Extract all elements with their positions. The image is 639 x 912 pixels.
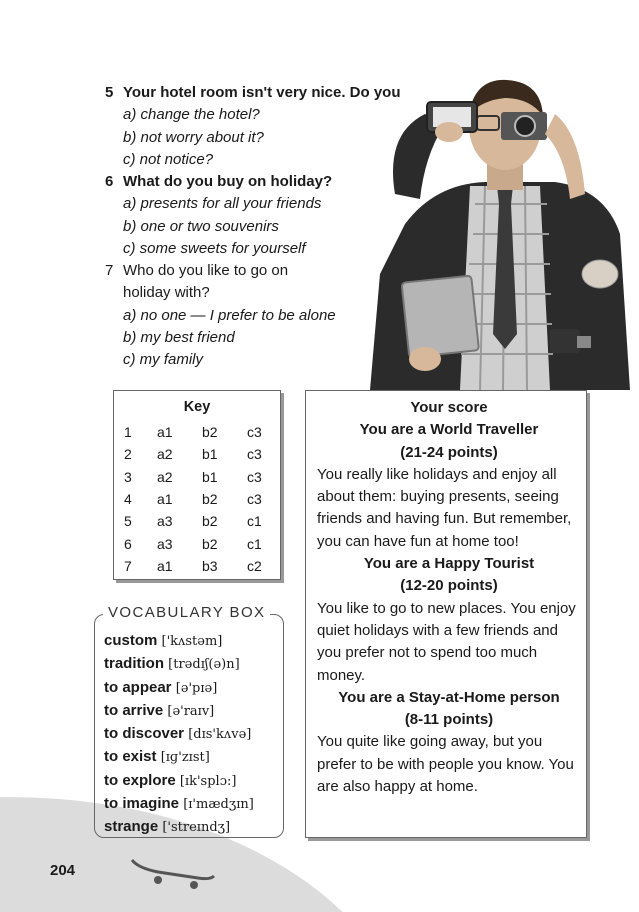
option-b: b) not worry about it?	[123, 128, 264, 146]
key-box	[113, 390, 281, 580]
question-7	[105, 260, 336, 371]
vocab-item	[104, 653, 254, 676]
result-text: You quite like going away, but you prefer to be with people you know. You are also happy at home.	[317, 733, 574, 796]
option-b: b) my best friend	[123, 328, 235, 346]
vocab-word: tradition	[104, 655, 164, 673]
vocab-transcription: [ɪk'splɔ:]	[179, 773, 237, 789]
result-points: (8-11 points)	[404, 711, 494, 729]
vocab-word: to appear	[104, 678, 172, 696]
option-c: c) not notice?	[123, 150, 214, 168]
key-row	[124, 421, 277, 443]
vocab-word: to exist	[104, 748, 157, 766]
option-b: b) one or two souvenirs	[123, 217, 279, 235]
question-5	[105, 82, 401, 171]
key-row	[124, 466, 277, 488]
vocab-word: to arrive	[104, 701, 164, 719]
vocab-transcription: ['kʌstəm]	[161, 634, 223, 649]
question-number: 7	[105, 262, 114, 279]
key-score-cell: a1	[157, 557, 173, 574]
key-row	[124, 510, 277, 532]
key-score-cell: c3	[247, 468, 262, 485]
vocab-transcription: [trədɪʃ(ə)n]	[168, 657, 240, 673]
key-score-cell: b1	[202, 468, 218, 485]
option-a: a) presents for all your friends	[123, 195, 322, 213]
vocab-transcription: [ə'pɪə]	[175, 680, 218, 696]
key-question-number: 7	[124, 557, 132, 574]
key-row	[124, 443, 277, 465]
key-score-cell: c2	[247, 557, 262, 574]
key-score-cell: c1	[247, 535, 262, 552]
question-6	[105, 171, 332, 260]
key-score-cell: a1	[157, 424, 173, 441]
question-text: Your hotel room isn't very nice. Do you	[123, 84, 401, 101]
key-score-cell: b3	[202, 557, 218, 574]
result-heading: You are a World Traveller	[359, 421, 539, 439]
option-c: c) my family	[123, 351, 203, 369]
option-a: a) change the hotel?	[123, 106, 260, 124]
vocab-word: to imagine	[104, 795, 180, 813]
question-text: What do you buy on holiday?	[123, 173, 333, 190]
key-row	[124, 488, 277, 510]
question-number: 5	[105, 84, 114, 101]
page-number: 204	[50, 862, 76, 879]
vocab-word: to explore	[104, 771, 176, 789]
vocab-transcription: [ɪɡ'zɪst]	[160, 750, 210, 766]
key-score-cell: a2	[157, 468, 173, 485]
key-title: Key	[183, 399, 211, 415]
vocab-item	[104, 630, 254, 653]
score-box	[305, 390, 587, 838]
vocab-item	[104, 770, 254, 793]
key-question-number: 6	[124, 535, 132, 552]
vocab-item	[104, 746, 254, 769]
vocabulary-box	[94, 604, 284, 838]
question-text: Who do you like to go on	[123, 262, 289, 279]
key-question-number: 2	[124, 446, 132, 463]
result-text: You like to go to new places. You enjoy quiet holidays with a few friends and you prefer not to spend too much money.	[317, 599, 576, 684]
question-text-continued: holiday with?	[123, 284, 210, 302]
vocab-transcription: [ə'raɪv]	[167, 703, 215, 719]
key-score-cell: b2	[202, 535, 218, 552]
option-a: a) no one — I prefer to be alone	[123, 306, 336, 324]
vocab-item	[104, 816, 254, 839]
result-heading: You are a Stay-at-Home person	[338, 688, 560, 706]
key-score-cell: c3	[247, 491, 262, 508]
vocab-transcription: ['streɪndʒ]	[162, 820, 231, 836]
vocab-transcription: [ɪ'mædʒɪn]	[183, 797, 254, 813]
vocabulary-title: VOCABULARY BOX	[103, 604, 270, 621]
score-title: Your score	[410, 399, 488, 416]
key-score-cell: c3	[247, 446, 262, 463]
key-question-number: 5	[124, 513, 132, 530]
option-c: c) some sweets for yourself	[123, 239, 306, 257]
key-score-cell: c3	[247, 424, 262, 441]
key-score-cell: a3	[157, 535, 173, 552]
key-row	[124, 532, 277, 554]
vocab-item	[104, 677, 254, 700]
vocab-item	[104, 700, 254, 723]
key-score-cell: b1	[202, 446, 218, 463]
key-score-cell: b2	[202, 513, 218, 530]
result-heading: You are a Happy Tourist	[363, 555, 535, 573]
key-score-cell: b2	[202, 424, 218, 441]
key-question-number: 1	[124, 424, 132, 441]
vocab-item	[104, 723, 254, 746]
key-table	[124, 421, 277, 577]
key-row	[124, 555, 277, 577]
key-score-cell: b2	[202, 491, 218, 508]
vocab-word: custom	[104, 632, 158, 649]
key-score-cell: a3	[157, 513, 173, 530]
vocabulary-list	[104, 630, 254, 840]
key-question-number: 4	[124, 491, 132, 508]
result-text: You really like holidays and enjoy all about them: buying presents, seeing friends and having fun. But remember, you can have fun at home too!	[317, 465, 572, 550]
question-number: 6	[105, 173, 114, 190]
vocab-transcription: [dɪs'kʌvə]	[188, 727, 252, 743]
man-with-camera-photo	[365, 74, 635, 390]
key-question-number: 3	[124, 468, 132, 485]
key-score-cell: a2	[157, 446, 173, 463]
vocab-word: to discover	[104, 725, 185, 743]
result-points: (21-24 points)	[400, 443, 498, 461]
vocab-item	[104, 793, 254, 816]
result-points: (12-20 points)	[400, 577, 498, 595]
key-score-cell: a1	[157, 491, 173, 508]
skateboard-icon	[128, 852, 218, 892]
vocab-word: strange	[104, 818, 159, 836]
key-score-cell: c1	[247, 513, 262, 530]
